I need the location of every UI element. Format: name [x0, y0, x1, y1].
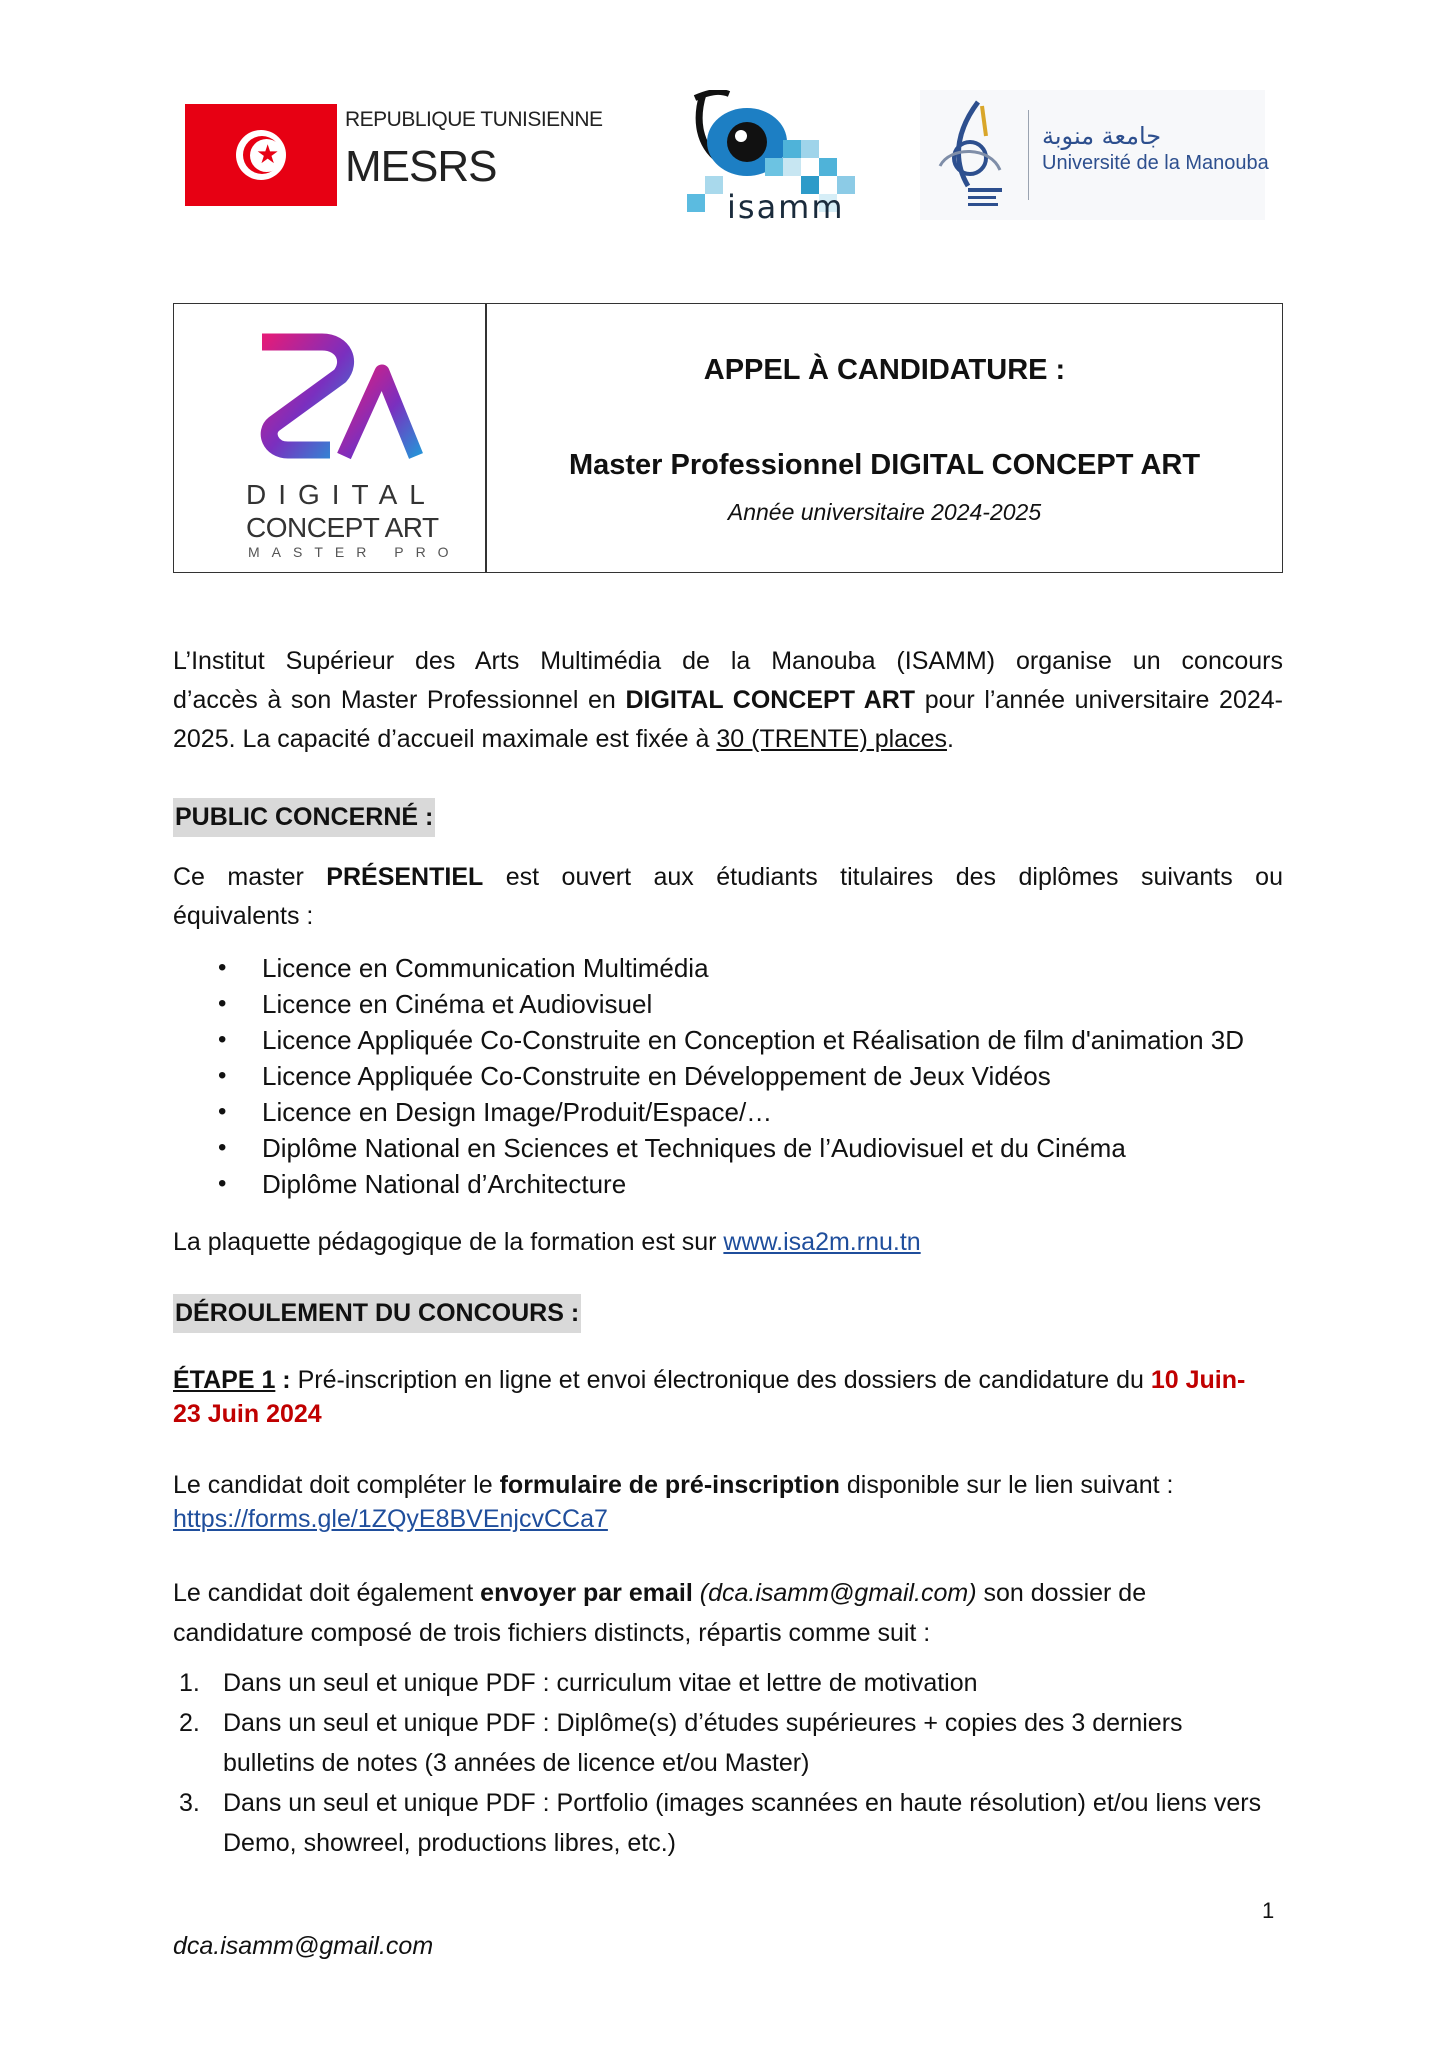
digital-concept-art-logo [174, 304, 485, 572]
list-item: • Licence en Cinéma et Audiovisuel [210, 986, 1244, 1022]
files-list [173, 1663, 1273, 1863]
dca-monogram-icon [244, 332, 424, 467]
etape-label: ÉTAPE 1 [173, 1366, 276, 1394]
preregistration-form-link[interactable]: https://forms.gle/1ZQyE8BVEnjcvCCa7 [173, 1505, 608, 1533]
manouba-emblem-icon [930, 96, 1020, 214]
intro-line-1: L’Institut Supérieur des Arts Multimédia de la Manouba (ISAMM) organise un concours [173, 647, 1283, 675]
public-paragraph [173, 858, 1283, 936]
isamm-name: isamm [727, 188, 845, 226]
mesrs-subtitle: REPUBLIQUE TUNISIENNE [345, 108, 603, 131]
title-box [173, 303, 1283, 573]
public-line-1: Ce master PRÉSENTIEL est ouvert aux étudiants titulaires des diplômes suivants ou [173, 863, 1283, 891]
section-heading-concours: DÉROULEMENT DU CONCOURS : [173, 1294, 581, 1333]
mesrs-logo [185, 104, 603, 208]
intro-line-3: 2025. La capacité d’accueil maximale est fixée à 30 (TRENTE) places. [173, 725, 954, 753]
etape-1-paragraph: ÉTAPE 1 : Pré-inscription en ligne et envoi électronique des dossiers de candidature du 10 Juin- 23 Juin 2024 [173, 1366, 1246, 1428]
list-item: • Diplôme National d’Architecture [210, 1166, 1244, 1202]
form-paragraph: Le candidat doit compléter le formulaire de pré-inscription disponible sur le lien suivant : https://forms.gle/1ZQyE8BVEnjcvCCa7 [173, 1471, 1174, 1533]
intro-paragraph [173, 642, 1283, 759]
capacity-value: 30 (TRENTE) places [716, 725, 947, 753]
list-item: • Licence en Design Image/Produit/Espace/… [210, 1094, 1244, 1130]
page-number: 1 [1262, 1898, 1275, 1923]
isamm-logo [685, 90, 865, 226]
intro-line-2: d’accès à son Master Professionnel en DIGITAL CONCEPT ART pour l’année universitaire 2024- [173, 686, 1283, 714]
program-title: Master Professionnel DIGITAL CONCEPT ART [568, 449, 1201, 481]
mesrs-title: MESRS [345, 142, 497, 191]
list-item: 1. Dans un seul et unique PDF : curriculum vitae et lettre de motivation [179, 1669, 978, 1697]
list-item: • Licence Appliquée Co-Construite en Conception et Réalisation de film d'animation 3D [210, 1022, 1244, 1058]
dca-logo-line3: MASTER PRO [248, 544, 461, 560]
list-item: • Diplôme National en Sciences et Techniques de l’Audiovisuel et du Cinéma [210, 1130, 1244, 1166]
list-item: 3. Dans un seul et unique PDF : Portfolio (images scannées en haute résolution) et/ou liens vers Demo, showreel, productions libres, etc.) [179, 1789, 1262, 1857]
manouba-arabic-name: جامعة منوبة [1042, 122, 1162, 150]
diploma-list [210, 950, 1244, 1202]
contact-email-inline: (dca.isamm@gmail.com) [692, 1579, 977, 1607]
header-logos [185, 90, 1269, 230]
website-link[interactable]: www.isa2m.rnu.tn [723, 1228, 921, 1256]
etape-date-end: 23 Juin 2024 [173, 1400, 322, 1428]
plaquette-line: La plaquette pédagogique de la formation est sur www.isa2m.rnu.tn [173, 1228, 921, 1256]
manouba-logo [920, 90, 1269, 220]
list-item: • Licence en Communication Multimédia [210, 950, 1244, 986]
footer-email: dca.isamm@gmail.com [173, 1932, 434, 1960]
dca-logo-line1: DIGITAL [246, 479, 437, 510]
list-item: 2. Dans un seul et unique PDF : Diplôme(s) d’études supérieures + copies des 3 derniers bulletins de notes (3 années de licence et/ou Master) [179, 1709, 1183, 1777]
section-heading-public: PUBLIC CONCERNÉ : [173, 798, 435, 837]
dca-logo-line2: CONCEPT ART [246, 512, 439, 543]
list-item: • Licence Appliquée Co-Construite en Développement de Jeux Vidéos [210, 1058, 1244, 1094]
etape-date-start: 10 Juin- [1150, 1366, 1246, 1394]
call-heading: APPEL À CANDIDATURE : [703, 354, 1066, 386]
public-line-2: équivalents : [173, 902, 314, 930]
email-paragraph: Le candidat doit également envoyer par email (dca.isamm@gmail.com) son dossier de candidature composé de trois fichiers distincts, répartis comme suit : [173, 1579, 1147, 1647]
concours-section-heading-row [173, 1294, 1283, 1333]
manouba-french-name: Université de la Manouba [1042, 152, 1269, 174]
public-section-heading-row [173, 798, 1283, 837]
academic-year: Année universitaire 2024-2025 [727, 499, 1042, 525]
tunisia-flag-icon: ★ [185, 104, 337, 206]
